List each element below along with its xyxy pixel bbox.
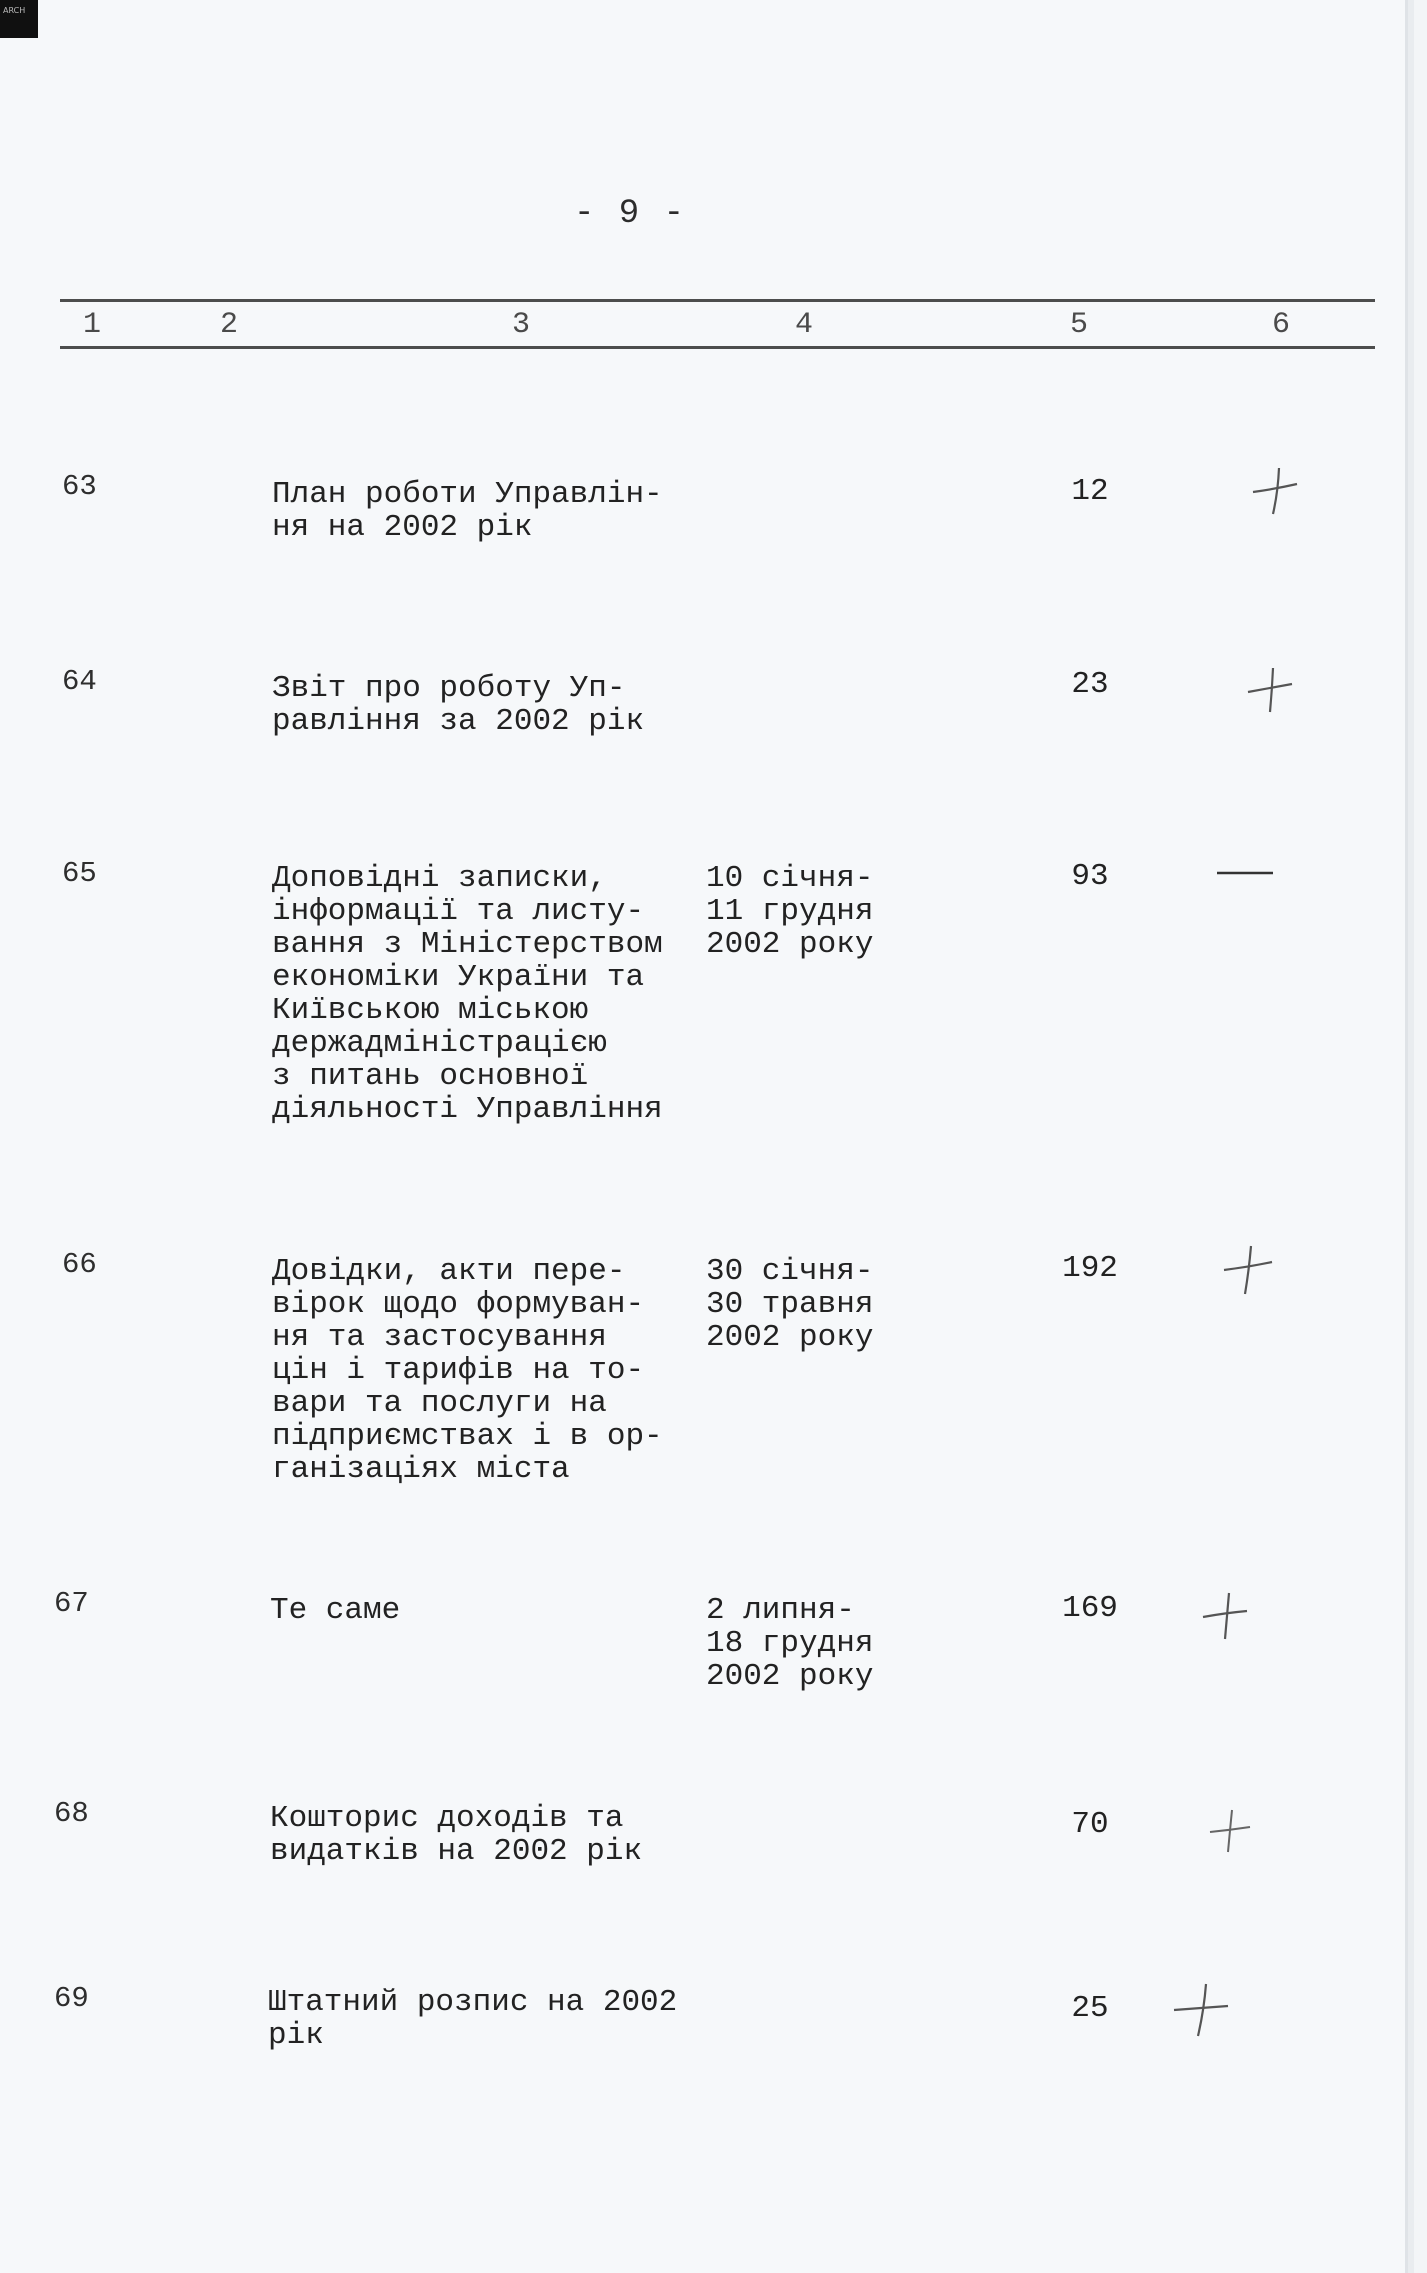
page-number: - 9 - <box>573 195 687 233</box>
column-number-1: 1 <box>83 308 102 342</box>
row-title: Штатний розпис на 2002 рік <box>268 1985 678 2053</box>
row-dates: 2 липня- 18 грудня 2002 року <box>706 1593 874 1694</box>
row-title: Довідки, акти пере- вірок щодо формуван- ня та застосування цін і тарифів на то- вари та послуги на підприємствах і в ор- ганізаціях міста <box>272 1254 663 1487</box>
check-mark-icon <box>1200 1800 1260 1860</box>
row-sheet-count: 169 <box>1062 1591 1118 1626</box>
check-mark-icon <box>1195 1585 1255 1645</box>
row-index: 64 <box>62 665 97 698</box>
column-number-2: 2 <box>220 308 239 342</box>
row-title: Те саме <box>270 1593 401 1628</box>
row-dates: 10 січня- 11 грудня 2002 року <box>706 861 874 962</box>
row-sheet-count: 12 <box>1071 474 1109 509</box>
row-dates: 30 січня- 30 травня 2002 року <box>706 1254 874 1355</box>
check-mark-icon <box>1245 462 1305 522</box>
table-header-rule-bottom <box>60 346 1375 349</box>
row-index: 65 <box>62 857 97 890</box>
column-number-6: 6 <box>1272 308 1291 342</box>
row-title: Звіт про роботу Уп- равління за 2002 рік <box>272 671 645 739</box>
row-index: 69 <box>54 1982 89 2015</box>
check-mark-icon <box>1218 1240 1278 1300</box>
row-index: 66 <box>62 1248 97 1281</box>
check-mark-icon <box>1240 660 1300 720</box>
dash-mark-icon <box>1215 845 1275 905</box>
row-sheet-count: 70 <box>1071 1807 1109 1842</box>
check-mark-icon <box>1172 1980 1232 2040</box>
row-title: Кошторис доходів та видатків на 2002 рік <box>270 1801 643 1869</box>
row-sheet-count: 23 <box>1071 667 1109 702</box>
table-header-rule-top <box>60 299 1375 302</box>
row-index: 68 <box>54 1797 89 1830</box>
column-number-3: 3 <box>512 308 531 342</box>
column-number-4: 4 <box>795 308 814 342</box>
row-sheet-count: 25 <box>1071 1991 1109 2026</box>
row-index: 63 <box>62 470 97 503</box>
column-number-5: 5 <box>1070 308 1089 342</box>
row-sheet-count: 93 <box>1071 859 1109 894</box>
row-index: 67 <box>54 1587 89 1620</box>
row-sheet-count: 192 <box>1062 1251 1118 1286</box>
scan-corner-mark: ARCH <box>0 0 38 38</box>
row-title: План роботи Управлін- ня на 2002 рік <box>272 477 663 545</box>
row-title: Доповідні записки, інформації та листу- вання з Міністерством економіки України та Київською міською держадміністрацією з питань основної діяльності Управління <box>272 861 663 1127</box>
